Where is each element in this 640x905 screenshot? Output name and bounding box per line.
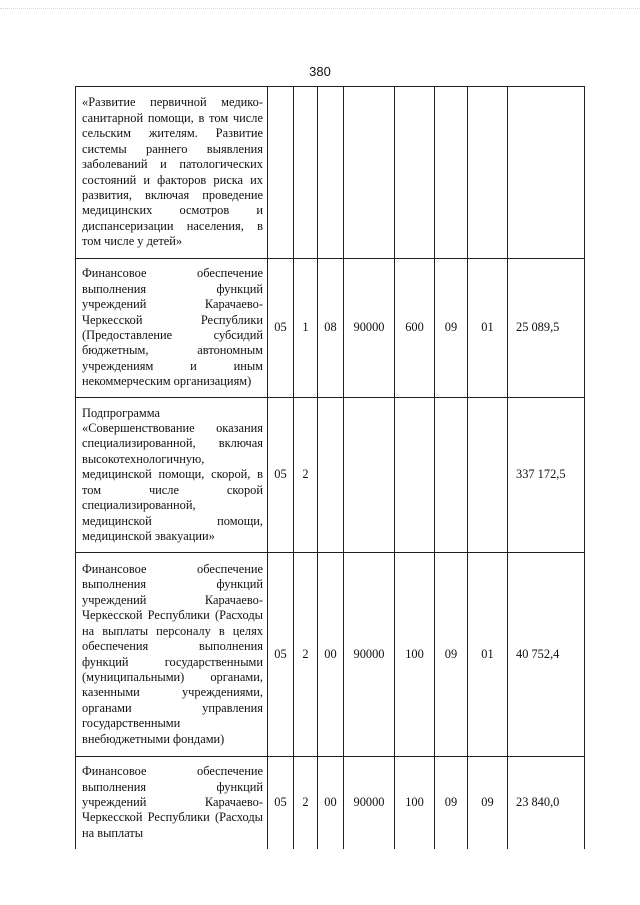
activity-code: 00 bbox=[318, 757, 344, 849]
direction-code: 90000 bbox=[344, 757, 395, 849]
expense-type-code: 600 bbox=[395, 259, 435, 398]
section-code: 05 bbox=[268, 757, 294, 849]
section-code bbox=[268, 87, 294, 259]
activity-code bbox=[318, 398, 344, 553]
division-code: 09 bbox=[435, 259, 468, 398]
amount: 40 752,4 bbox=[508, 553, 585, 757]
amount: 337 172,5 bbox=[508, 398, 585, 553]
subprogram-code: 2 bbox=[294, 398, 318, 553]
subdivision-code: 01 bbox=[468, 553, 508, 757]
subdivision-code bbox=[468, 398, 508, 553]
budget-table-wrap bbox=[75, 86, 584, 849]
expense-type-code bbox=[395, 398, 435, 553]
section-code: 05 bbox=[268, 259, 294, 398]
section-code: 05 bbox=[268, 553, 294, 757]
amount bbox=[508, 87, 585, 259]
activity-code bbox=[318, 87, 344, 259]
direction-code: 90000 bbox=[344, 259, 395, 398]
scan-edge-artifact bbox=[0, 8, 640, 12]
page-number: 380 bbox=[309, 64, 331, 79]
table-row bbox=[76, 87, 585, 259]
direction-code bbox=[344, 87, 395, 259]
table-row bbox=[76, 757, 585, 849]
table-row bbox=[76, 398, 585, 553]
direction-code: 90000 bbox=[344, 553, 395, 757]
amount: 23 840,0 bbox=[508, 757, 585, 849]
subprogram-code: 2 bbox=[294, 553, 318, 757]
budget-table bbox=[75, 86, 585, 849]
division-code: 09 bbox=[435, 757, 468, 849]
subprogram-code: 1 bbox=[294, 259, 318, 398]
direction-code bbox=[344, 398, 395, 553]
subdivision-code bbox=[468, 87, 508, 259]
row-description: Финансовое обеспечение выполнения функций учреждений Карачаево-Черкесской Республики (Расходы на выплаты персоналу в целях обеспечения выполнения функций государственными (муниципальными) органами, казенными учреждениями, органами управления государственными внебюджетными фондами) bbox=[76, 553, 268, 757]
activity-code: 08 bbox=[318, 259, 344, 398]
division-code bbox=[435, 398, 468, 553]
row-description: «Развитие первичной медико-санитарной помощи, в том числе сельским жителям. Развитие системы раннего выявления заболеваний и патологических состояний и факторов риска их развития, включая проведение медицинских осмотров и диспансеризации населения, в том числе у детей» bbox=[76, 87, 268, 259]
section-code: 05 bbox=[268, 398, 294, 553]
subprogram-code bbox=[294, 87, 318, 259]
row-description: Финансовое обеспечение выполнения функций учреждений Карачаево-Черкесской Республики (Расходы на выплаты bbox=[76, 757, 268, 849]
amount: 25 089,5 bbox=[508, 259, 585, 398]
subdivision-code: 01 bbox=[468, 259, 508, 398]
subprogram-code: 2 bbox=[294, 757, 318, 849]
expense-type-code: 100 bbox=[395, 757, 435, 849]
expense-type-code bbox=[395, 87, 435, 259]
row-description: Подпрограмма «Совершенствование оказания специализированной, включая высокотехнологичную, медицинской помощи, скорой, в том числе скорой специализированной, медицинской помощи, медицинской эвакуации» bbox=[76, 398, 268, 553]
row-description: Финансовое обеспечение выполнения функций учреждений Карачаево-Черкесской Республики (Предоставление субсидий бюджетным, автономным учреждениям и иным некоммерческим организациям) bbox=[76, 259, 268, 398]
division-code bbox=[435, 87, 468, 259]
subdivision-code: 09 bbox=[468, 757, 508, 849]
activity-code: 00 bbox=[318, 553, 344, 757]
table-row bbox=[76, 259, 585, 398]
expense-type-code: 100 bbox=[395, 553, 435, 757]
table-row bbox=[76, 553, 585, 757]
division-code: 09 bbox=[435, 553, 468, 757]
